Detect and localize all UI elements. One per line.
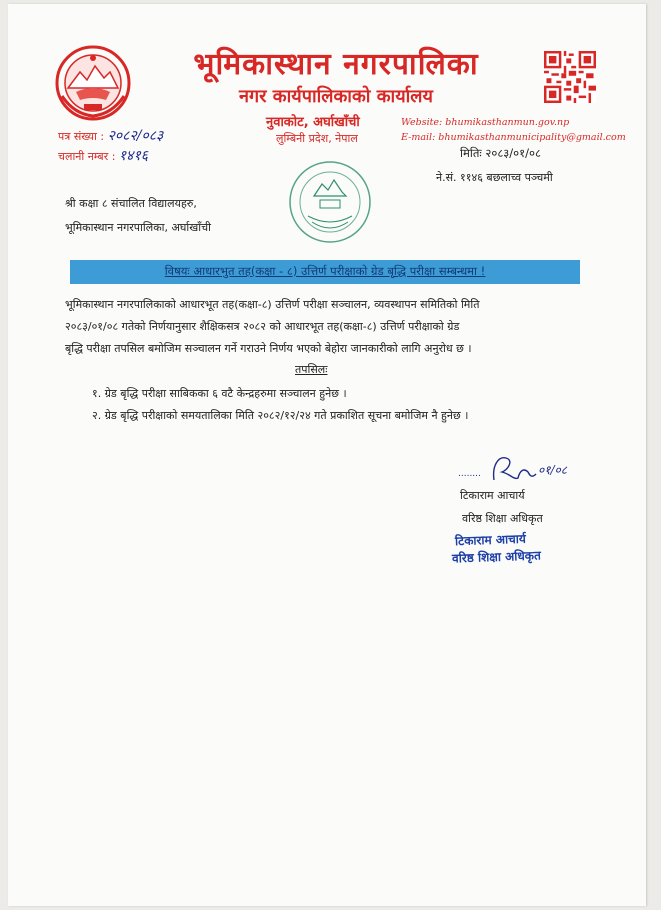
signatory-name: टिकाराम आचार्य xyxy=(460,489,525,502)
dispatch-number-value: १४१६ xyxy=(118,148,149,164)
details-heading: तपसिलः xyxy=(295,363,328,376)
svg-text:........: ........ xyxy=(458,469,481,479)
municipality-office-seal-icon xyxy=(284,156,376,248)
letter-date: मितिः २०८३/०१/०८ xyxy=(460,146,541,160)
signatory-stamp-title: वरिष्ठ शिक्षा अधिकृत xyxy=(451,548,542,566)
signatory-stamp-name: टिकाराम आचार्य xyxy=(454,531,527,549)
nepal-sambat-date: ने.सं. ११४६ बछलाच्व पञ्चमी xyxy=(436,171,553,184)
body-line-3: बृद्धि परीक्षा तपसिल बमोजिम सञ्चालन गर्ने गराउने निर्णय भएको बेहोरा जानकारीको लागि अनुरोध छ । xyxy=(65,342,472,355)
details-item-1: १. ग्रेड बृद्धि परीक्षा साबिकका ६ वटै केन्द्रहरुमा सञ्चालन हुनेछ । xyxy=(92,387,347,400)
dispatch-number-row xyxy=(58,146,148,165)
details-item-2: २. ग्रेड बृद्धि परीक्षाको समयतालिका मिति २०८२/१२/२४ गते प्रकाशित सूचना बमोजिम नै हुनेछ । xyxy=(92,409,469,422)
address-district: नुवाकोट, अर्घाखाँची xyxy=(266,115,360,130)
dispatch-number-label: चलानी नम्बर : xyxy=(58,150,116,163)
addressee-line-2: भूमिकास्थान नगरपालिका, अर्घाखाँची xyxy=(65,221,211,234)
letter-number-label: पत्र संख्या : xyxy=(58,130,105,143)
addressee-line-1: श्री कक्षा ८ संचालित विद्यालयहरु, xyxy=(65,197,197,210)
address-province: लुम्बिनी प्रदेश, नेपाल xyxy=(276,132,358,145)
qr-code-icon xyxy=(544,51,596,103)
signatory-title: वरिष्ठ शिक्षा अधिकृत xyxy=(462,512,543,525)
nepal-emblem-icon xyxy=(54,44,132,122)
body-line-2: २०८३/०१/०८ गतेको निर्णयानुसार शैक्षिकसत्र २०८२ को आधारभूत तह(कक्षा-८) उत्तिर्ण परीक्षाको ग्रेड xyxy=(65,320,460,333)
handwritten-signature-icon xyxy=(458,450,588,486)
letter-number-row xyxy=(58,126,163,145)
letter-number-value: २०८२/०८३ xyxy=(107,128,164,144)
signature-date: ०१/०८ xyxy=(538,463,568,477)
body-line-1: भूमिकास्थान नगरपालिकाको आधारभूत तह(कक्षा-८) उत्तिर्ण परीक्षा सञ्चालन, व्यवस्थापन समितिको मिति xyxy=(65,298,480,311)
email-text: E-mail: bhumikasthanmunicipality@gmail.com xyxy=(401,132,626,143)
municipality-name-heading: भूमिकास्थान नगरपालिका xyxy=(193,47,479,82)
office-name-subheading: नगर कार्यपालिकाको कार्यालय xyxy=(239,86,433,107)
website-text: Website: bhumikasthanmun.gov.np xyxy=(401,117,570,128)
subject-line: विषयः आधारभुत तह(कक्षा - ८) उत्तिर्ण परीक्षाको ग्रेड बृद्धि परीक्षा सम्बन्धमा ! xyxy=(164,264,486,278)
body-paragraph xyxy=(65,294,585,360)
letter-page xyxy=(8,4,646,906)
